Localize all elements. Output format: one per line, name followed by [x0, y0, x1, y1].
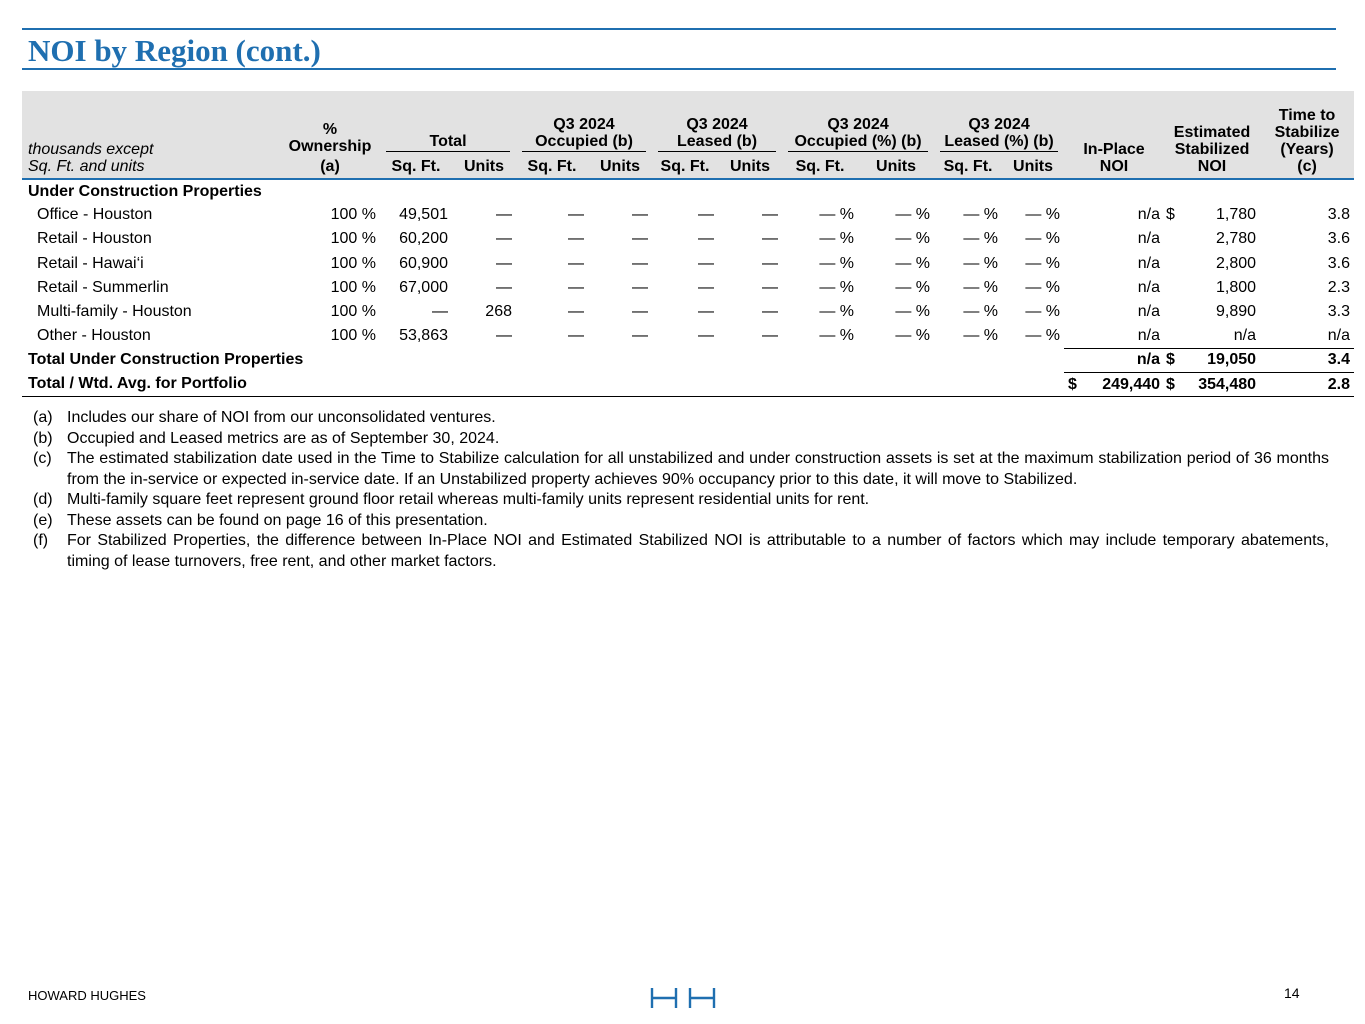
occupied-pct-sqft-cell: — % [819, 206, 855, 224]
occupied-pct-units-cell: — % [895, 327, 931, 345]
noi-table [22, 91, 1354, 397]
header-inplace-noi: In-Place NOI [1064, 91, 1164, 179]
header-units-label: thousands except Sq. Ft. and units [22, 91, 280, 179]
footnote-key: (c) [33, 450, 52, 467]
header-sqft: Sq. Ft. [516, 155, 588, 179]
leased-pct-units-cell: — % [1025, 254, 1061, 272]
total-sqft-cell: 60,900 [399, 254, 448, 272]
est-noi-cell: 2,800 [1215, 254, 1257, 272]
occupied-sqft-cell: — [568, 230, 584, 248]
total-sqft-cell: 67,000 [399, 278, 448, 296]
total-portfolio-row [22, 373, 1354, 397]
ownership-cell: 100 % [330, 278, 376, 296]
section-row [22, 179, 1354, 203]
occupied-pct-units-cell: — % [895, 230, 931, 248]
occupied-units-cell: — [632, 254, 648, 272]
property-name: Retail - Hawai‘i [37, 254, 144, 272]
header-ownership-a: (a) [280, 155, 380, 179]
header-sqft: Sq. Ft. [652, 155, 718, 179]
total-uc-est-dollar: $ [1164, 348, 1182, 372]
occupied-units-cell: — [632, 303, 648, 321]
leased-pct-units-cell: — % [1025, 230, 1061, 248]
leased-units-cell: — [762, 278, 779, 296]
page-number: 14 [1284, 985, 1300, 1001]
table-row [22, 300, 1354, 324]
header-leased: Q3 2024 Leased (b) [652, 91, 782, 155]
occupied-sqft-cell: — [568, 327, 584, 345]
est-dollar-cell [1164, 276, 1182, 300]
occupied-pct-sqft-cell: — % [819, 230, 855, 248]
occupied-units-cell: — [632, 206, 648, 224]
total-portfolio-est-noi: 354,480 [1182, 373, 1260, 397]
ownership-cell: 100 % [330, 230, 376, 248]
occupied-sqft-cell: — [568, 206, 584, 224]
property-rows [22, 203, 1354, 348]
est-noi-cell: 1,780 [1215, 206, 1257, 224]
occupied-sqft-cell: — [568, 254, 584, 272]
noi-table-container [22, 91, 1351, 397]
leased-sqft-cell: — [698, 278, 714, 296]
total-uc-est-noi: 19,050 [1182, 348, 1260, 372]
time-to-stabilize-cell: 2.3 [1327, 278, 1351, 296]
leased-units-cell: — [762, 303, 779, 321]
inplace-noi-cell: n/a [1137, 230, 1161, 248]
est-dollar-cell [1164, 324, 1182, 348]
est-dollar-cell [1164, 300, 1182, 324]
footnote [33, 511, 1329, 532]
ownership-cell: 100 % [330, 254, 376, 272]
leased-sqft-cell: — [698, 230, 714, 248]
est-dollar-cell [1164, 252, 1182, 276]
leased-units-cell: — [762, 254, 779, 272]
time-to-stabilize-cell: 3.3 [1327, 303, 1351, 321]
occupied-units-cell: — [632, 230, 648, 248]
property-name: Office - Houston [37, 206, 153, 224]
header-sqft: Sq. Ft. [380, 155, 452, 179]
leased-sqft-cell: — [698, 254, 714, 272]
total-portfolio-inplace-dollar: $ [1068, 375, 1077, 393]
est-noi-cell: 1,800 [1215, 278, 1257, 296]
property-name: Retail - Houston [37, 230, 152, 248]
leased-pct-sqft-cell: — % [963, 327, 999, 345]
occupied-units-cell: — [632, 327, 648, 345]
occupied-pct-units-cell: — % [895, 303, 931, 321]
occupied-pct-sqft-cell: — % [819, 303, 855, 321]
inplace-noi-cell: n/a [1137, 254, 1161, 272]
table-row [22, 203, 1354, 227]
total-portfolio-inplace-value: 249,440 [1102, 375, 1161, 393]
leased-pct-units-cell: — % [1025, 303, 1061, 321]
occupied-pct-sqft-cell: — % [819, 278, 855, 296]
occupied-sqft-cell: — [568, 303, 584, 321]
occupied-pct-units-cell: — % [895, 278, 931, 296]
header-units: Units [588, 155, 652, 179]
header-est-noi: Estimated Stabilized NOI [1164, 91, 1260, 179]
est-dollar-cell: $ [1166, 206, 1175, 224]
footnote-text: Includes our share of NOI from our unconsolidated ventures. [67, 409, 496, 426]
leased-pct-units-cell: — % [1025, 278, 1061, 296]
leased-pct-sqft-cell: — % [963, 254, 999, 272]
total-sqft-cell: 53,863 [399, 327, 448, 345]
total-sqft-cell: 49,501 [399, 206, 448, 224]
leased-pct-sqft-cell: — % [963, 278, 999, 296]
total-portfolio-tts: 2.8 [1260, 373, 1354, 397]
leased-units-cell: — [762, 327, 779, 345]
total-uc-inplace-noi: n/a [1064, 348, 1164, 372]
table-row [22, 252, 1354, 276]
leased-pct-units-cell: — % [1025, 327, 1061, 345]
occupied-pct-sqft-cell: — % [819, 327, 855, 345]
howard-hughes-logo [650, 987, 716, 1014]
page-title: NOI by Region (cont.) [28, 33, 321, 68]
header-occupied-pct: Q3 2024 Occupied (%) (b) [782, 91, 934, 155]
footnote [33, 429, 1329, 450]
footnote [33, 531, 1329, 572]
property-name: Other - Houston [37, 327, 151, 345]
leased-pct-sqft-cell: — % [963, 303, 999, 321]
footnote-key: (d) [33, 491, 53, 508]
property-name: Multi-family - Houston [37, 303, 192, 321]
header-units: Units [1002, 155, 1064, 179]
total-uc-label: Total Under Construction Properties [28, 351, 304, 369]
leased-sqft-cell: — [698, 206, 714, 224]
footnote-key: (a) [33, 409, 53, 426]
header-units: Units [452, 155, 516, 179]
total-units-cell: — [496, 278, 512, 296]
inplace-noi-cell: n/a [1137, 206, 1161, 224]
total-under-construction-row [22, 348, 1354, 372]
header-units: Units [858, 155, 934, 179]
footnote-key: (f) [33, 532, 49, 549]
total-units-cell: — [496, 327, 512, 345]
leased-units-cell: — [762, 230, 779, 248]
header-time-to-stabilize: Time to Stabilize (Years) (c) [1260, 91, 1354, 179]
section-title: Under Construction Properties [28, 182, 262, 200]
footnote-text: These assets can be found on page 16 of this presentation. [67, 511, 488, 529]
table-header [22, 91, 1354, 179]
occupied-pct-units-cell: — % [895, 206, 931, 224]
footnote-text: Occupied and Leased metrics are as of September 30, 2024. [67, 429, 500, 447]
header-leased-pct: Q3 2024 Leased (%) (b) [934, 91, 1064, 155]
ownership-cell: 100 % [330, 206, 376, 224]
footnote-key: (b) [33, 429, 53, 447]
totals [22, 348, 1354, 396]
leased-pct-sqft-cell: — % [963, 206, 999, 224]
leased-pct-sqft-cell: — % [963, 230, 999, 248]
est-noi-cell: 9,890 [1215, 303, 1257, 321]
occupied-pct-units-cell: — % [895, 254, 931, 272]
inplace-noi-cell: n/a [1137, 278, 1161, 296]
total-units-cell: — [496, 254, 512, 272]
company-name: HOWARD HUGHES [28, 988, 146, 1003]
footnotes [33, 408, 1329, 572]
header-units: Units [718, 155, 782, 179]
ownership-cell: 100 % [330, 303, 376, 321]
total-sqft-cell: 60,200 [399, 230, 448, 248]
header-total: Total [380, 91, 516, 155]
total-sqft-cell: — [432, 303, 448, 321]
table-body [22, 179, 1354, 203]
ownership-cell: 100 % [330, 327, 376, 345]
footnote [33, 449, 1329, 490]
total-portfolio-inplace-noi [1064, 373, 1164, 397]
header-sqft: Sq. Ft. [782, 155, 858, 179]
est-noi-cell: n/a [1233, 326, 1257, 344]
total-portfolio-est-dollar: $ [1164, 373, 1182, 397]
total-uc-tts: 3.4 [1260, 348, 1354, 372]
inplace-noi-cell: n/a [1137, 326, 1161, 344]
occupied-sqft-cell: — [568, 278, 584, 296]
leased-sqft-cell: — [698, 303, 714, 321]
time-to-stabilize-cell: n/a [1327, 326, 1351, 344]
time-to-stabilize-cell: 3.6 [1327, 230, 1351, 248]
header-sqft: Sq. Ft. [934, 155, 1002, 179]
inplace-noi-cell: n/a [1137, 303, 1161, 321]
est-dollar-cell [1164, 227, 1182, 251]
leased-pct-units-cell: — % [1025, 206, 1061, 224]
header-ownership: % Ownership [280, 91, 380, 155]
footnote-text: The estimated stabilization date used in the Time to Stabilize calculation for all unstabilized and under construction assets is set at the maximum stabilization period of 36 months from the in-service or expected in-service date. If an Unstabilized property achieves 90% occupancy prior to this date, it will move to Stabilized. [67, 450, 1329, 488]
footnote [33, 408, 1329, 429]
footnote [33, 490, 1329, 511]
time-to-stabilize-cell: 3.6 [1327, 254, 1351, 272]
footnote-text: For Stabilized Properties, the difference between In-Place NOI and Estimated Stabilized NOI is attributable to a number of factors which may include temporary abatements, timing of lease turnovers, free rent, and other market factors. [67, 532, 1329, 570]
header-occupied: Q3 2024 Occupied (b) [516, 91, 652, 155]
table-row [22, 227, 1354, 251]
occupied-units-cell: — [632, 278, 648, 296]
footnote-key: (e) [33, 511, 53, 529]
total-units-cell: — [496, 206, 512, 224]
leased-sqft-cell: — [698, 327, 714, 345]
total-portfolio-label: Total / Wtd. Avg. for Portfolio [22, 373, 1064, 397]
time-to-stabilize-cell: 3.8 [1327, 206, 1351, 224]
est-noi-cell: 2,780 [1215, 230, 1257, 248]
footnote-text: Multi-family square feet represent ground floor retail whereas multi-family units represent residential units for rent. [67, 491, 870, 508]
table-row [22, 324, 1354, 348]
table-row [22, 276, 1354, 300]
property-name: Retail - Summerlin [37, 278, 169, 296]
occupied-pct-sqft-cell: — % [819, 254, 855, 272]
leased-units-cell: — [762, 206, 779, 224]
title-bar [22, 28, 1336, 70]
total-units-cell: 268 [485, 303, 512, 321]
total-units-cell: — [496, 230, 512, 248]
